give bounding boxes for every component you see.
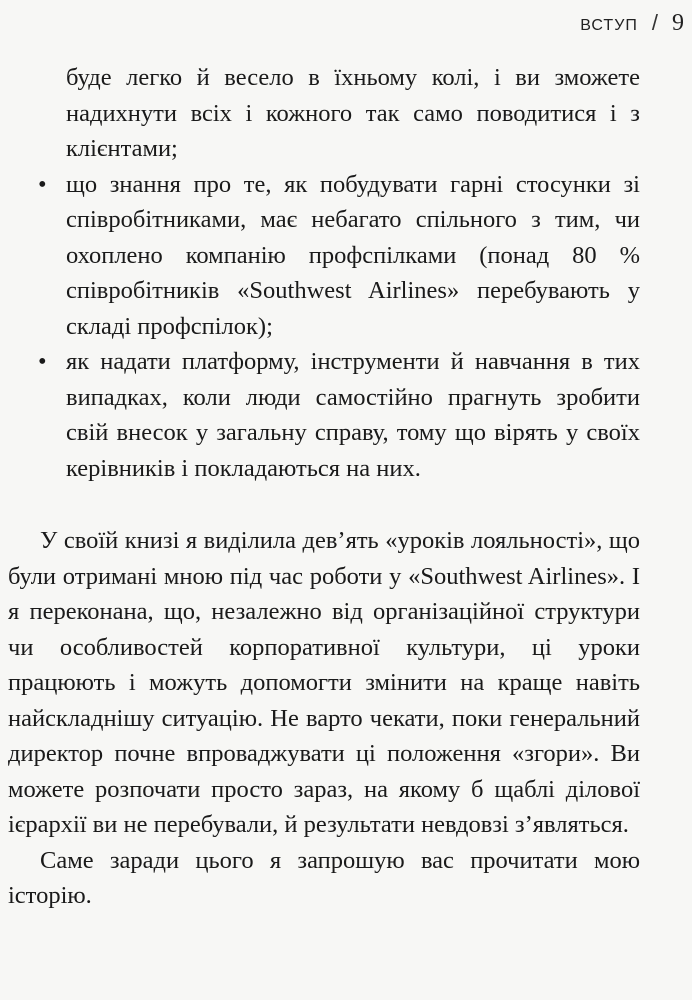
section-title: ВСТУП bbox=[580, 17, 638, 34]
running-header bbox=[580, 10, 684, 37]
page-body bbox=[8, 60, 640, 914]
list-item-text: що знання про те, як побудувати гарні стосунки зі співробітниками, має небагато спільного з тим, чи охоплено компанію профспілками (понад 80 % співробітників «Southwest Airlines» перебувають у складі профспілок); bbox=[66, 170, 640, 340]
bullet-list bbox=[8, 60, 640, 486]
list-item-continuation bbox=[8, 60, 640, 167]
page-number: 9 bbox=[672, 10, 684, 36]
bullet-icon: • bbox=[38, 170, 47, 198]
bullet-icon: • bbox=[38, 348, 47, 375]
list-item-text: як надати платформу, інструменти й навчання в тих випадках, коли люди самостійно прагнуть зробити свій внесок у загальну справу, тому що вірять у своїх керівників і покладаються на них. bbox=[66, 348, 640, 482]
body-paragraph: У своїй книзі я виділила дев’ять «уроків лояльності», що були отримані мною під час роботи у «Southwest Airlines». І я переконана, що, незалежно від організаційної структури чи особливостей корпоративної культури, ці уроки працюють і можуть допомогти змінити на краще навіть найскладнішу ситуацію. Не варто чекати, поки генеральний директор почне впроваджувати ці положення «згори». Ви можете розпочати просто зараз, на якому б щаблі ділової ієрархії ви не перебували, й результати невдовзі з’являться. bbox=[8, 527, 640, 838]
header-separator: / bbox=[651, 10, 658, 35]
body-paragraph: Саме заради цього я запрошую вас прочитати мою історію. bbox=[8, 846, 640, 909]
list-item-text: буде легко й весело в їхньому колі, і ви зможете надихнути всіх і кожного так само поводитися і з клієнтами; bbox=[66, 64, 640, 162]
list-item bbox=[8, 167, 640, 345]
list-item bbox=[8, 344, 640, 486]
